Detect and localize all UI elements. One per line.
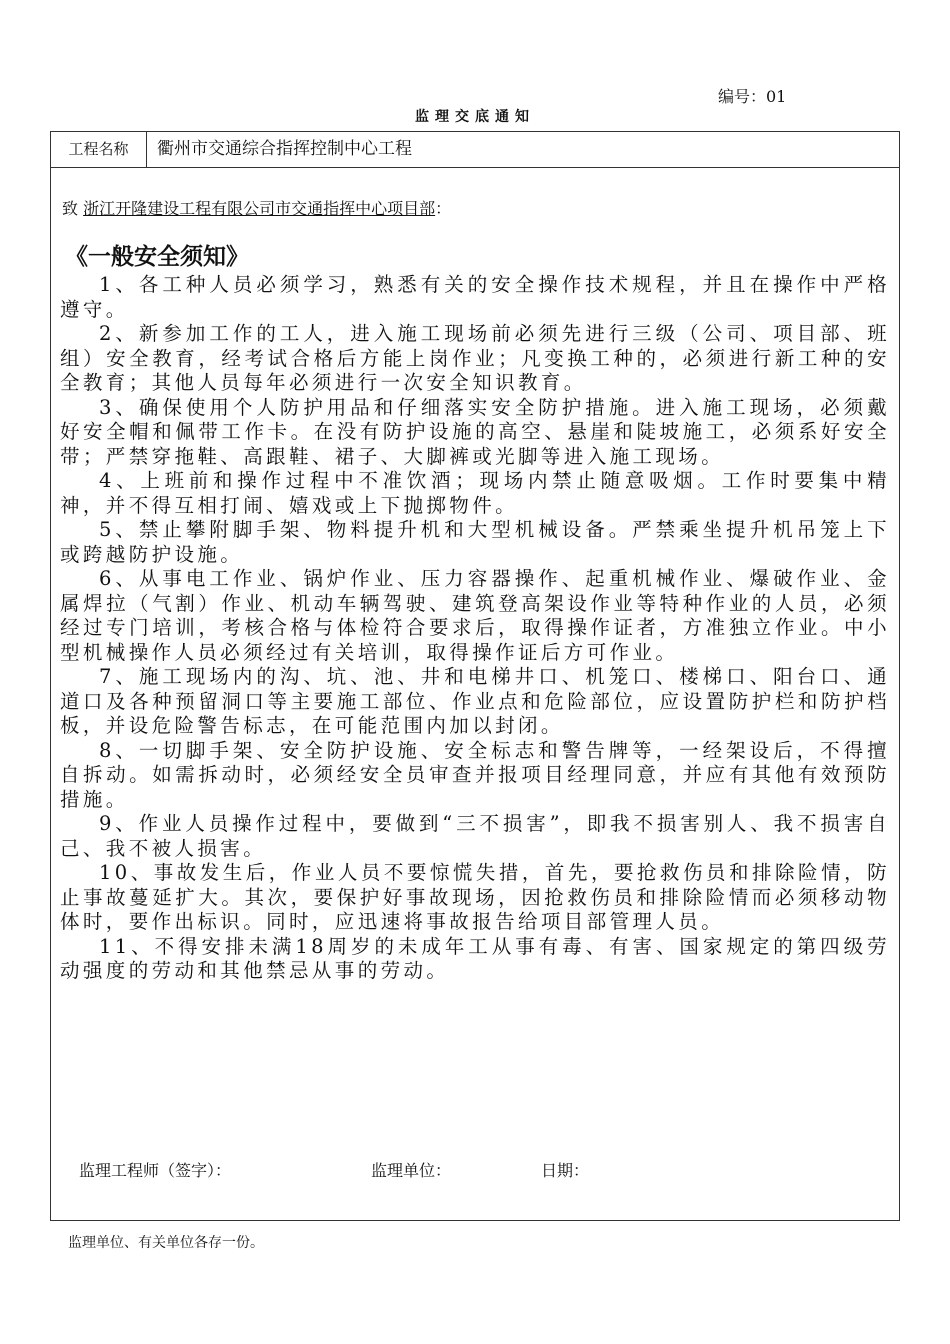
rule-item: 2、新参加工作的工人，进入施工现场前必须先进行三级（公司、项目部、班组）安全教育，经考试合格后方能上岗作业；凡变换工种的，必须进行新工种的安全教育；其他人员每年必须进行一次安全知识教育。 <box>60 322 890 394</box>
recipient-prefix: 致 <box>62 199 84 218</box>
engineer-signature-label: 监理工程师（签字）： <box>79 1161 232 1180</box>
safety-rules <box>60 273 890 984</box>
rule-item: 6、从事电工作业、锅炉作业、压力容器操作、起重机械作业、爆破作业、金属焊拉（气割）作业、机动车辆驾驶、建筑登高架设作业等特种作业的人员，必须经过专门培训，考核合格与体检符合要求后，取得操作证者，方准独立作业。中小型机械操作人员必须经过有关培训，取得操作证后方可作业。 <box>60 567 890 664</box>
notice-form <box>50 131 900 1221</box>
section-heading: 《一般安全须知》 <box>65 244 249 270</box>
rule-item: 9、作业人员操作过程中，要做到“三不损害”，即我不损害别人、我不损害自己、我不被人损害。 <box>60 812 890 860</box>
rule-item: 3、确保使用个人防护用品和仔细落实安全防护措施。进入施工现场，必须戴好安全帽和佩带工作卡。在没有防护设施的高空、悬崖和陡坡施工，必须系好安全带；严禁穿拖鞋、高跟鞋、裙子、大脚裤或光脚等进入施工现场。 <box>60 395 890 468</box>
rule-item: 8、一切脚手架、安全防护设施、安全标志和警告牌等，一经架设后，不得擅自拆动。如需拆动时，必须经安全员审查并报项目经理同意，并应有其他有效预防措施。 <box>60 738 890 811</box>
recipient-suffix: ： <box>435 199 452 218</box>
project-label: 工程名称 <box>51 132 147 167</box>
project-row <box>51 132 899 168</box>
date-label: 日期： <box>541 1161 590 1180</box>
rule-item: 11、不得安排未满18周岁的未成年工从事有毒、有害、国家规定的第四级劳动强度的劳动和其他禁忌从事的劳动。 <box>60 934 890 982</box>
footnote: 监理单位、有关单位各存一份。 <box>68 1235 264 1251</box>
project-name: 衢州市交通综合指挥控制中心工程 <box>157 139 412 159</box>
recipient-line <box>62 196 451 219</box>
rule-item: 7、施工现场内的沟、坑、池、井和电梯井口、机笼口、楼梯口、阳台口、通道口及各种预留洞口等主要施工部位、作业点和危险部位，应设置防护栏和防护档板，并设危险警告标志，在可能范围内加以封闭。 <box>60 665 890 737</box>
supervision-unit-label: 监理单位： <box>371 1161 452 1180</box>
rule-item: 10、事故发生后，作业人员不要惊慌失措，首先，要抢救伤员和排除险情，防止事故蔓延扩大。其次，要保护好事故现场，因抢救伤员和排除险情而必须移动物体时，要作出标识。同时，应迅速将事故报告给项目部管理人员。 <box>60 861 890 933</box>
document-title: 监理交底通知 <box>415 109 535 125</box>
document-number: 编号：01 <box>718 87 787 106</box>
rule-item: 1、各工种人员必须学习，熟悉有关的安全操作技术规程，并且在操作中严格遵守。 <box>60 273 890 321</box>
rule-item: 4、上班前和操作过程中不准饮酒；现场内禁止随意吸烟。工作时要集中精神，并不得互相打闹、嬉戏或上下抛掷物件。 <box>60 469 890 517</box>
recipient-company: 浙江开隆建设工程有限公司市交通指挥中心项目部 <box>83 199 436 218</box>
rule-item: 5、禁止攀附脚手架、物料提升机和大型机械设备。严禁乘坐提升机吊笼上下或跨越防护设施。 <box>60 518 890 566</box>
